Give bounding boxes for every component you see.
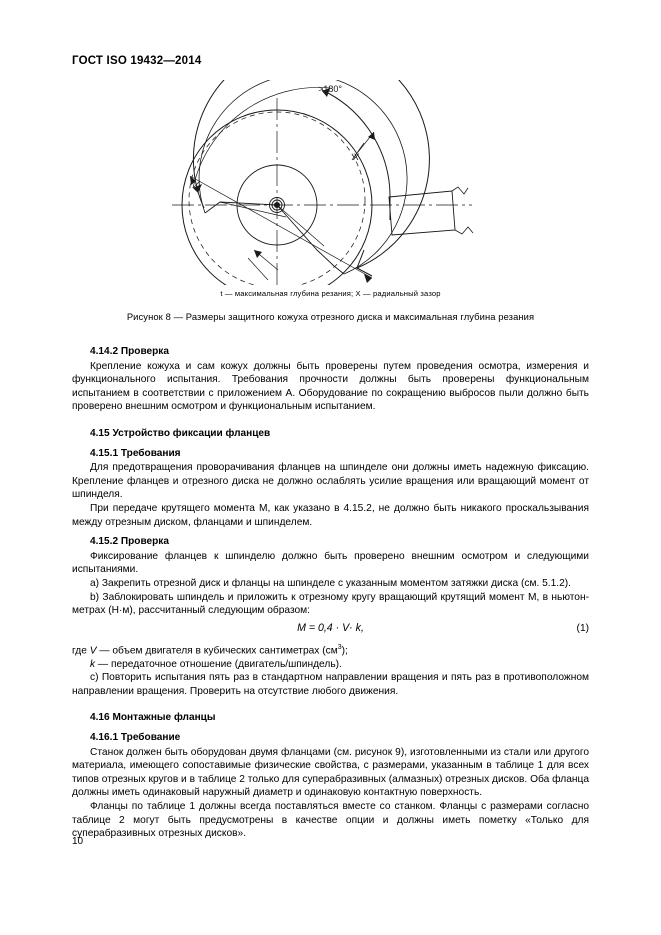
paragraph-4-15-1-b: При передаче крутящего момента М, как указано в 4.15.2, не должно быть никакого проскальзывания между отрезным диском, фланцами и шпинделем. [72,502,589,528]
heading-4-15-1: 4.15.1 Требования [90,447,181,459]
figure-8 [72,80,589,322]
list-item-a: a) Закрепить отрезной диск и фланцы на шпинделе с указанным моментом затяжки диска (см. 5.1.2). [90,577,572,589]
paragraph-4-15-1-a: Для предотвращения проворачивания фланцев на шпинделе они должны иметь надежную фиксацию. Крепление фланцев и отрезного диска не должно ослаблять усилие вращения или вращающий момент от шпинделя. [72,462,589,501]
heading-4-16-1: 4.16.1 Требование [90,732,181,744]
equation-number: (1) [576,622,589,634]
body-text [72,336,589,841]
paragraph-4-16-1-b: Фланцы по таблице 1 должны всегда поставляться вместе со станком. Фланцы с размерами согласно таблице 2 могут быть предусмотрены в качестве опции и должны иметь пометку «Только для суперабразивных отрезных дисков». [72,801,589,840]
heading-4-15-2: 4.15.2 Проверка [90,536,169,548]
radial-clearance-label: X [353,152,360,162]
paragraph-4-15-2: Фиксирование фланцев к шпинделю должно быть проверено внешним осмотром и следующими испытаниями. [72,550,589,576]
heading-4-16: 4.16 Монтажные фланцы [90,712,216,724]
figure-caption: Рисунок 8 — Размеры защитного кожуха отрезного диска и максимальная глубина резания [126,311,535,322]
paragraph-4-16-1-a: Станок должен быть оборудован двумя фланцами (см. рисунок 9), изготовленными из стали или другого материала, имеющего сопоставимые физические свойства, с размерами, указанным в таблице 1 для всех типов отрезных кругов и в таблице 2 только для суперабразивных (алмазных) отрезных дисков. Оба фланца должны иметь одинаковый наружный диаметр и одинаковую контактную поверхность. [72,746,589,799]
running-header: ГОСТ ISO 19432—2014 [72,55,202,67]
page-number: 10 [72,836,84,847]
definition-v: где V — объем двигателя в кубических сантиметрах $(см^3)$; [72,643,348,657]
torque-formula: M = 0,4 · V· k, [297,621,364,634]
list-item-b: b) Заблокировать шпиндель и приложить к отрезному кругу вращающий крутящий момент М, в ньютон-метрах (Н·м), рассчитанный следующим образом: [72,591,589,617]
heading-4-15: 4.15 Устройство фиксации фланцев [90,427,271,439]
paragraph-4-14-2: Крепление кожуха и сам кожух должны быть проверены путем проведения осмотра, измерения и функционального испытания. Требования прочности должны быть проверены функциональным испытанием в соответствии с приложением А. Оборудование по сокращению выбросов пыли должно быть проверено внешним осмотром и функциональным испытанием. [72,360,589,413]
figure-8-drawing [72,80,589,285]
definition-k: k — передаточное отношение (двигатель/шпиндель). [90,658,342,670]
figure-key: t — максимальная глубина резания; X — радиальный зазор [220,289,441,298]
list-item-c: c) Повторить испытания пять раз в стандартном направлении вращения и пять раз в противоположном направлении вращения. Проверить на отсутствие любого движения. [72,672,589,697]
cutting-disc-guard-diagram [72,80,589,285]
heading-4-14-2: 4.14.2 Проверка [90,346,169,357]
angle-label: >180° [318,84,342,94]
formula-row [72,622,589,637]
